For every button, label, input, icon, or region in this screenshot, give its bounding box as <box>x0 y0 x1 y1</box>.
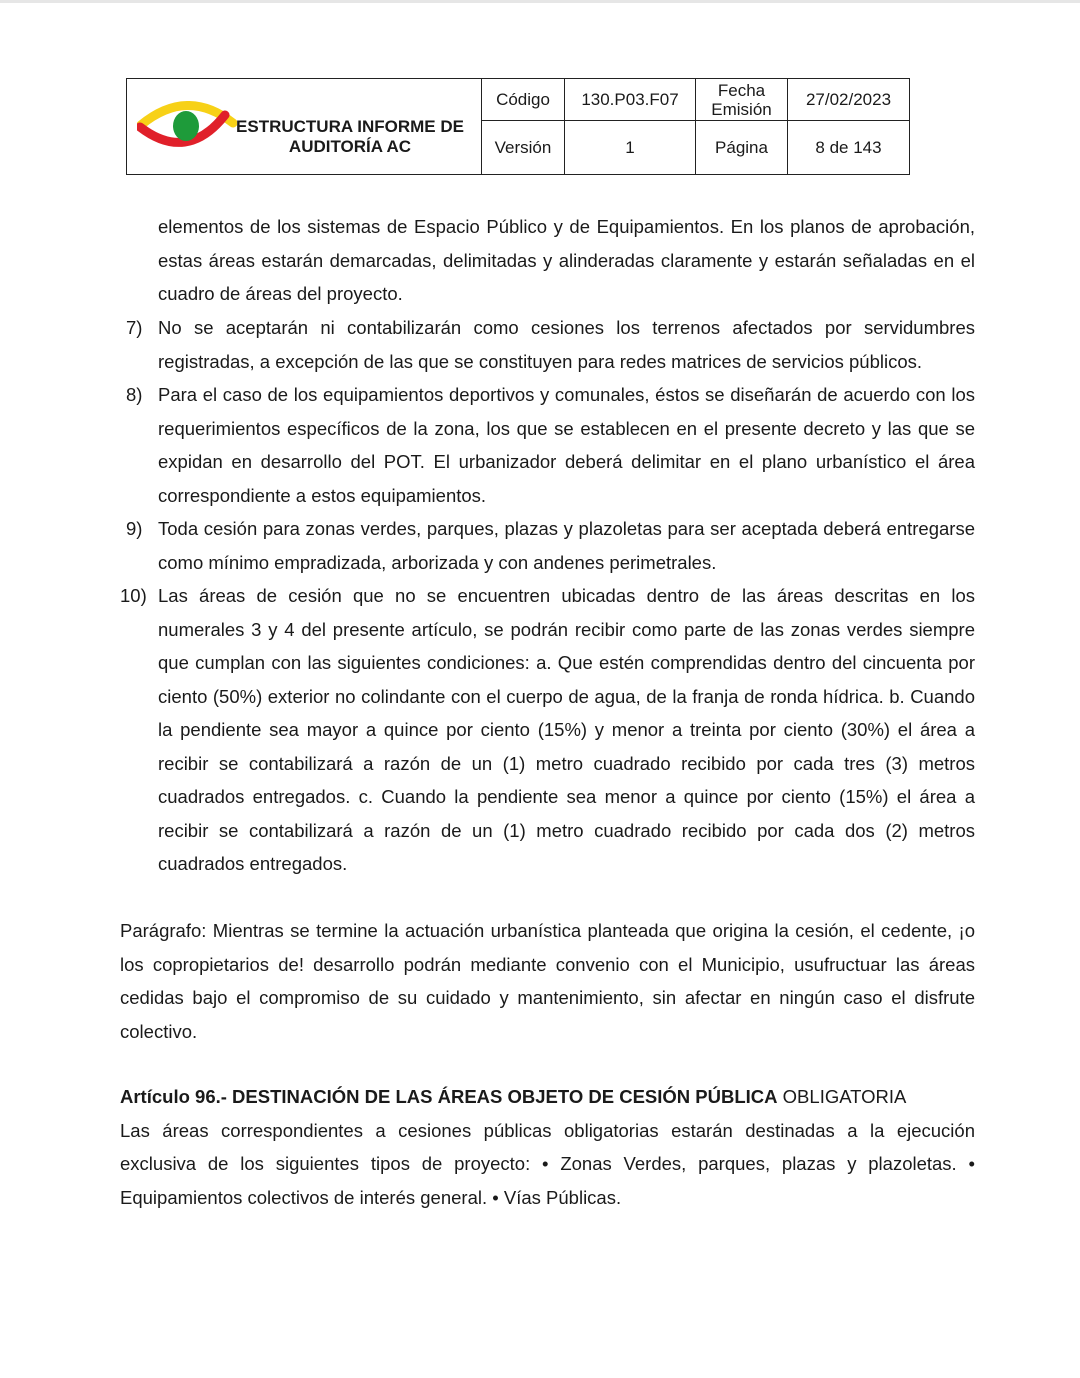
pagina-value: 8 de 143 <box>788 121 910 175</box>
article-96 <box>120 1080 975 1214</box>
pagina-label: Página <box>696 121 788 175</box>
document-title-line1: ESTRUCTURA INFORME DE <box>236 117 464 136</box>
numbered-list <box>120 311 975 881</box>
list-item <box>120 579 975 881</box>
top-strip <box>0 0 1080 3</box>
eye-logo-icon <box>137 101 237 151</box>
codigo-value: 130.P03.F07 <box>565 79 696 121</box>
logo-cell <box>127 79 482 175</box>
list-item <box>120 512 975 579</box>
list-item <box>120 311 975 378</box>
list-item-number: 10) <box>120 585 147 606</box>
document-title-line2: AUDITORÍA AC <box>288 137 412 156</box>
continuation-paragraph <box>158 210 975 311</box>
list-item-text: Toda cesión para zonas verdes, parques, plazas y plazoletas para ser aceptada deberá entregarse como mínimo empradizada, arborizada y con andenes perimetrales. <box>158 518 975 573</box>
list-item <box>120 378 975 512</box>
list-item-text: Las áreas de cesión que no se encuentren ubicadas dentro de las áreas descritas en los numerales 3 y 4 del presente artículo, se podrán recibir como parte de las zonas verdes siempre que cumplan con las siguientes condiciones: a. Que estén comprendidas dentro del cincuenta por ciento (50%) exterior no colindante con el cuerpo de agua, de la franja de ronda hídrica. b. Cuando la pendiente sea mayor a quince por ciento (15%) y menor a treinta por ciento (30%) el área a recibir se contabilizará a razón de un (1) metro cuadrado recibido por cada tres (3) metros cuadrados entregados. c. Cuando la pendiente sea menor a quince por ciento (15%) el área a recibir se contabilizará a razón de un (1) metro cuadrado recibido por cada dos (2) metros cuadrados entregados. <box>158 585 975 874</box>
document-header <box>126 78 910 175</box>
list-item-number: 7) <box>126 317 143 338</box>
list-item-text: No se aceptarán ni contabilizarán como cesiones los terrenos afectados por servidumbres registradas, a excepción de las que se constituyen para redes matrices de servicios públicos. <box>158 317 975 372</box>
list-item-text: Para el caso de los equipamientos deportivos y comunales, éstos se diseñarán de acuerdo con los requerimientos específicos de la zona, los que se establecen en el presente decreto y las que se expidan en desarrollo del POT. El urbanizador deberá delimitar en el plano urbanístico el área correspondiente a estos equipamientos. <box>158 384 975 506</box>
article-heading <box>120 1080 975 1114</box>
version-label: Versión <box>482 121 565 175</box>
paragrafo-text: Parágrafo: Mientras se termine la actuación urbanística planteada que origina la cesión, el cedente, ¡o los copropietarios de! desarrollo podrán mediante convenio con el Municipio, usufructuar las áreas cedidas bajo el compromiso de su cuidado y mantenimiento, sin afectar en ningún caso el disfrute colectivo. <box>120 920 975 1042</box>
article-heading-bold: Artículo 96.- DESTINACIÓN DE LAS ÁREAS OBJETO DE CESIÓN PÚBLICA <box>120 1086 778 1107</box>
article-heading-rest: OBLIGATORIA <box>777 1086 907 1107</box>
codigo-label: Código <box>482 79 565 121</box>
version-value: 1 <box>565 121 696 175</box>
list-item-number: 9) <box>126 518 143 539</box>
list-item-number: 8) <box>126 384 143 405</box>
article-text: Las áreas correspondientes a cesiones públicas obligatorias estarán destinadas a la ejecución exclusiva de los siguientes tipos de proyecto: • Zonas Verdes, parques, plazas y plazoletas. • Equipamientos colectivos de interés general. • Vías Públicas. <box>120 1119 975 1208</box>
continuation-text: elementos de los sistemas de Espacio Público y de Equipamientos. En los planos de aprobación, estas áreas estarán demarcadas, delimitadas y alinderadas claramente y estarán señaladas en el cuadro de áreas del proyecto. <box>158 216 975 304</box>
fecha-label-line1: Fecha <box>717 80 766 100</box>
fecha-value: 27/02/2023 <box>788 79 910 121</box>
fecha-label-line2: Emisión <box>711 99 772 119</box>
document-title <box>225 117 475 157</box>
fecha-label <box>696 79 788 121</box>
paragrafo <box>120 914 975 1048</box>
